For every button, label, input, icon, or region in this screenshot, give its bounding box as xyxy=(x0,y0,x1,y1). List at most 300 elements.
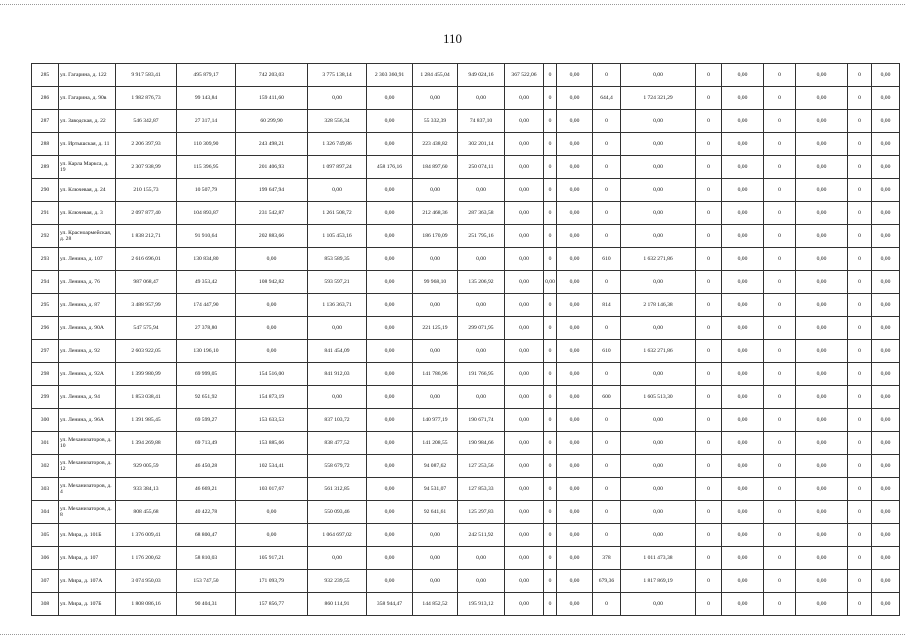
amount-cell: 0,00 xyxy=(236,294,308,317)
row-number-cell: 301 xyxy=(32,432,59,455)
amount-cell: 1 632 271,86 xyxy=(621,340,696,363)
amount-cell: 0,00 xyxy=(722,110,764,133)
amount-cell: 0,00 xyxy=(367,202,413,225)
amount-cell: 0 xyxy=(764,478,796,501)
row-number-cell: 305 xyxy=(32,524,59,547)
table-row xyxy=(32,248,900,271)
amount-cell: 153 885,66 xyxy=(236,432,308,455)
amount-cell: 0,00 xyxy=(796,202,848,225)
amount-cell: 0,00 xyxy=(722,225,764,248)
amount-cell: 1 105 453,16 xyxy=(308,225,367,248)
amount-cell: 0,00 xyxy=(413,87,458,110)
amount-cell: 1 605 513,30 xyxy=(621,386,696,409)
amount-cell: 3 488 957,99 xyxy=(116,294,177,317)
amount-cell: 0 xyxy=(764,432,796,455)
amount-cell: 0,00 xyxy=(722,156,764,179)
row-number-cell: 303 xyxy=(32,478,59,501)
amount-cell: 644,4 xyxy=(593,87,621,110)
amount-cell: 199 647,94 xyxy=(236,179,308,202)
budget-table xyxy=(31,63,900,616)
amount-cell: 561 312,85 xyxy=(308,478,367,501)
amount-cell: 0 xyxy=(764,524,796,547)
row-number-cell: 287 xyxy=(32,110,59,133)
table-row xyxy=(32,133,900,156)
amount-cell: 242 511,92 xyxy=(458,524,505,547)
amount-cell: 0,00 xyxy=(458,179,505,202)
amount-cell: 2 603 922,05 xyxy=(116,340,177,363)
amount-cell: 0 xyxy=(593,271,621,294)
row-number-cell: 285 xyxy=(32,64,59,87)
amount-cell: 0,00 xyxy=(505,501,544,524)
amount-cell: 0 xyxy=(764,386,796,409)
amount-cell: 0 xyxy=(593,524,621,547)
amount-cell: 0 xyxy=(593,363,621,386)
amount-cell: 191 766,95 xyxy=(458,363,505,386)
amount-cell: 0,00 xyxy=(505,432,544,455)
row-number-cell: 288 xyxy=(32,133,59,156)
amount-cell: 0,00 xyxy=(722,133,764,156)
amount-cell: 0 xyxy=(848,547,872,570)
amount-cell: 0,00 xyxy=(722,547,764,570)
amount-cell: 0,00 xyxy=(413,248,458,271)
amount-cell: 0,00 xyxy=(872,363,900,386)
amount-cell: 0,00 xyxy=(796,409,848,432)
amount-cell: 0,00 xyxy=(367,87,413,110)
amount-cell: 0 xyxy=(593,478,621,501)
amount-cell: 0 xyxy=(593,202,621,225)
table-row xyxy=(32,455,900,478)
amount-cell: 0,00 xyxy=(722,409,764,432)
amount-cell: 0,00 xyxy=(367,501,413,524)
amount-cell: 0,00 xyxy=(796,570,848,593)
amount-cell: 0,00 xyxy=(557,409,593,432)
amount-cell: 0,00 xyxy=(796,593,848,616)
amount-cell: 0,00 xyxy=(413,547,458,570)
amount-cell: 0,00 xyxy=(621,271,696,294)
table-row xyxy=(32,179,900,202)
amount-cell: 0 xyxy=(848,409,872,432)
amount-cell: 154 516,00 xyxy=(236,363,308,386)
amount-cell: 0,00 xyxy=(458,547,505,570)
amount-cell: 0 xyxy=(848,64,872,87)
amount-cell: 0 xyxy=(544,340,557,363)
amount-cell: 0,00 xyxy=(796,87,848,110)
table-row xyxy=(32,64,900,87)
amount-cell: 0,00 xyxy=(308,547,367,570)
amount-cell: 299 071,95 xyxy=(458,317,505,340)
amount-cell: 171 093,79 xyxy=(236,570,308,593)
amount-cell: 0,00 xyxy=(722,248,764,271)
address-cell: ул. Механизаторов, д. 12 xyxy=(59,455,116,478)
amount-cell: 0 xyxy=(696,64,722,87)
amount-cell: 46 669,21 xyxy=(177,478,236,501)
amount-cell: 933 384,13 xyxy=(116,478,177,501)
amount-cell: 0,00 xyxy=(621,455,696,478)
amount-cell: 105 917,21 xyxy=(236,547,308,570)
amount-cell: 0,00 xyxy=(872,64,900,87)
amount-cell: 287 363,58 xyxy=(458,202,505,225)
amount-cell: 0 xyxy=(848,570,872,593)
amount-cell: 159 411,60 xyxy=(236,87,308,110)
amount-cell: 141 786,96 xyxy=(413,363,458,386)
amount-cell: 0 xyxy=(593,317,621,340)
amount-cell: 2 206 397,93 xyxy=(116,133,177,156)
row-number-cell: 299 xyxy=(32,386,59,409)
amount-cell: 0,00 xyxy=(557,248,593,271)
amount-cell: 0 xyxy=(848,432,872,455)
amount-cell: 0,00 xyxy=(367,340,413,363)
amount-cell: 0 xyxy=(544,432,557,455)
amount-cell: 0 xyxy=(544,202,557,225)
amount-cell: 0,00 xyxy=(557,110,593,133)
amount-cell: 0 xyxy=(544,363,557,386)
amount-cell: 0,00 xyxy=(872,225,900,248)
amount-cell: 0,00 xyxy=(367,225,413,248)
amount-cell: 0 xyxy=(696,363,722,386)
amount-cell: 0,00 xyxy=(722,363,764,386)
amount-cell: 0,00 xyxy=(796,432,848,455)
amount-cell: 0 xyxy=(544,133,557,156)
amount-cell: 0 xyxy=(696,547,722,570)
amount-cell: 55 332,39 xyxy=(413,110,458,133)
amount-cell: 0 xyxy=(593,133,621,156)
amount-cell: 0,00 xyxy=(557,547,593,570)
amount-cell: 0 xyxy=(848,271,872,294)
amount-cell: 0,00 xyxy=(557,179,593,202)
amount-cell: 0 xyxy=(848,593,872,616)
table-row xyxy=(32,110,900,133)
address-cell: ул. Механизаторов, д. 8 xyxy=(59,501,116,524)
amount-cell: 92 651,92 xyxy=(177,386,236,409)
row-number-cell: 294 xyxy=(32,271,59,294)
amount-cell: 102 534,41 xyxy=(236,455,308,478)
amount-cell: 0,00 xyxy=(557,133,593,156)
amount-cell: 0,00 xyxy=(872,110,900,133)
address-cell: ул. Мира, д. 101Б xyxy=(59,524,116,547)
amount-cell: 458 176,16 xyxy=(367,156,413,179)
amount-cell: 0,00 xyxy=(872,294,900,317)
amount-cell: 0,00 xyxy=(621,317,696,340)
amount-cell: 0,00 xyxy=(722,271,764,294)
amount-cell: 0 xyxy=(764,593,796,616)
table-row xyxy=(32,570,900,593)
amount-cell: 99 143,84 xyxy=(177,87,236,110)
amount-cell: 0 xyxy=(764,294,796,317)
amount-cell: 153 633,53 xyxy=(236,409,308,432)
row-number-cell: 308 xyxy=(32,593,59,616)
amount-cell: 0 xyxy=(764,110,796,133)
amount-cell: 0,00 xyxy=(505,547,544,570)
amount-cell: 0,00 xyxy=(544,271,557,294)
row-number-cell: 286 xyxy=(32,87,59,110)
address-cell: ул. Заводская, д. 22 xyxy=(59,110,116,133)
amount-cell: 841 912,03 xyxy=(308,363,367,386)
amount-cell: 0,00 xyxy=(367,294,413,317)
amount-cell: 0,00 xyxy=(621,501,696,524)
amount-cell: 0,00 xyxy=(413,340,458,363)
row-number-cell: 296 xyxy=(32,317,59,340)
amount-cell: 0 xyxy=(764,133,796,156)
amount-cell: 0 xyxy=(696,156,722,179)
amount-cell: 0,00 xyxy=(557,156,593,179)
amount-cell: 546 342,87 xyxy=(116,110,177,133)
amount-cell: 0,00 xyxy=(796,271,848,294)
amount-cell: 0,00 xyxy=(308,386,367,409)
amount-cell: 1 817 869,19 xyxy=(621,570,696,593)
amount-cell: 0,00 xyxy=(872,386,900,409)
amount-cell: 808 455,68 xyxy=(116,501,177,524)
amount-cell: 0,00 xyxy=(722,455,764,478)
amount-cell: 190 671,74 xyxy=(458,409,505,432)
amount-cell: 1 097 897,24 xyxy=(308,156,367,179)
amount-cell: 0 xyxy=(544,455,557,478)
row-number-cell: 293 xyxy=(32,248,59,271)
amount-cell: 0 xyxy=(593,455,621,478)
amount-cell: 0,00 xyxy=(505,110,544,133)
address-cell: ул. Ленина, д. 76 xyxy=(59,271,116,294)
address-cell: ул. Иртышская, д. 11 xyxy=(59,133,116,156)
row-number-cell: 291 xyxy=(32,202,59,225)
amount-cell: 0 xyxy=(696,294,722,317)
table-row xyxy=(32,478,900,501)
amount-cell: 58 810,03 xyxy=(177,547,236,570)
amount-cell: 0,00 xyxy=(505,202,544,225)
amount-cell: 0,00 xyxy=(413,294,458,317)
amount-cell: 0 xyxy=(848,363,872,386)
amount-cell: 0 xyxy=(764,455,796,478)
amount-cell: 243 498,21 xyxy=(236,133,308,156)
amount-cell: 0 xyxy=(544,225,557,248)
amount-cell: 0 xyxy=(848,317,872,340)
amount-cell: 0 xyxy=(764,409,796,432)
amount-cell: 0,00 xyxy=(796,547,848,570)
amount-cell: 0,00 xyxy=(722,386,764,409)
amount-cell: 99 968,10 xyxy=(413,271,458,294)
table-row xyxy=(32,87,900,110)
amount-cell: 0 xyxy=(593,64,621,87)
amount-cell: 0,00 xyxy=(722,294,764,317)
amount-cell: 0,00 xyxy=(796,156,848,179)
amount-cell: 94 531,07 xyxy=(413,478,458,501)
amount-cell: 495 879,17 xyxy=(177,64,236,87)
amount-cell: 0,00 xyxy=(308,179,367,202)
row-number-cell: 297 xyxy=(32,340,59,363)
amount-cell: 0,00 xyxy=(505,409,544,432)
amount-cell: 0 xyxy=(764,271,796,294)
amount-cell: 814 xyxy=(593,294,621,317)
amount-cell: 0 xyxy=(848,501,872,524)
amount-cell: 0 xyxy=(696,133,722,156)
address-cell: ул. Ключевая, д. 3 xyxy=(59,202,116,225)
amount-cell: 0,00 xyxy=(557,478,593,501)
amount-cell: 1 176 200,62 xyxy=(116,547,177,570)
amount-cell: 140 977,19 xyxy=(413,409,458,432)
amount-cell: 987 068,47 xyxy=(116,271,177,294)
row-number-cell: 298 xyxy=(32,363,59,386)
amount-cell: 932 239,55 xyxy=(308,570,367,593)
amount-cell: 1 064 697,02 xyxy=(308,524,367,547)
amount-cell: 0 xyxy=(696,317,722,340)
amount-cell: 223 438,82 xyxy=(413,133,458,156)
amount-cell: 0,00 xyxy=(722,478,764,501)
amount-cell: 40 422,78 xyxy=(177,501,236,524)
amount-cell: 0,00 xyxy=(413,524,458,547)
amount-cell: 104 893,87 xyxy=(177,202,236,225)
amount-cell: 1 136 363,71 xyxy=(308,294,367,317)
amount-cell: 0,00 xyxy=(621,225,696,248)
amount-cell: 0,00 xyxy=(505,294,544,317)
amount-cell: 0 xyxy=(544,524,557,547)
amount-cell: 0 xyxy=(764,570,796,593)
amount-cell: 0 xyxy=(544,156,557,179)
amount-cell: 1 632 271,86 xyxy=(621,248,696,271)
amount-cell: 0,00 xyxy=(796,363,848,386)
amount-cell: 49 353,42 xyxy=(177,271,236,294)
row-number-cell: 292 xyxy=(32,225,59,248)
amount-cell: 0,00 xyxy=(722,593,764,616)
amount-cell: 838 477,52 xyxy=(308,432,367,455)
address-cell: ул. Ленина, д. 96А xyxy=(59,409,116,432)
table-row xyxy=(32,156,900,179)
amount-cell: 0,00 xyxy=(557,455,593,478)
amount-cell: 0,00 xyxy=(796,317,848,340)
amount-cell: 0,00 xyxy=(367,179,413,202)
amount-cell: 130 834,80 xyxy=(177,248,236,271)
table-row xyxy=(32,271,900,294)
amount-cell: 0,00 xyxy=(557,294,593,317)
address-cell: ул. Ленина, д. 92 xyxy=(59,340,116,363)
amount-cell: 0,00 xyxy=(872,87,900,110)
amount-cell: 0,00 xyxy=(505,225,544,248)
amount-cell: 0 xyxy=(544,179,557,202)
amount-cell: 3 074 950,03 xyxy=(116,570,177,593)
amount-cell: 0,00 xyxy=(557,432,593,455)
amount-cell: 202 883,66 xyxy=(236,225,308,248)
amount-cell: 157 856,77 xyxy=(236,593,308,616)
amount-cell: 153 747,50 xyxy=(177,570,236,593)
amount-cell: 547 575,94 xyxy=(116,317,177,340)
amount-cell: 0,00 xyxy=(557,225,593,248)
amount-cell: 0,00 xyxy=(872,547,900,570)
amount-cell: 0,00 xyxy=(413,570,458,593)
amount-cell: 127 253,56 xyxy=(458,455,505,478)
page-number: 110 xyxy=(442,31,463,46)
amount-cell: 0,00 xyxy=(557,202,593,225)
amount-cell: 0 xyxy=(764,179,796,202)
amount-cell: 0,00 xyxy=(621,64,696,87)
address-cell: ул. Механизаторов, д. 4 xyxy=(59,478,116,501)
address-cell: ул. Ленина, д. 107 xyxy=(59,248,116,271)
amount-cell: 0 xyxy=(848,225,872,248)
amount-cell: 0 xyxy=(764,87,796,110)
amount-cell: 367 522,06 xyxy=(505,64,544,87)
amount-cell: 1 838 212,71 xyxy=(116,225,177,248)
amount-cell: 1 376 009,41 xyxy=(116,524,177,547)
amount-cell: 0,00 xyxy=(796,386,848,409)
amount-cell: 0,00 xyxy=(367,386,413,409)
amount-cell: 0,00 xyxy=(557,64,593,87)
amount-cell: 0,00 xyxy=(557,340,593,363)
table-row xyxy=(32,202,900,225)
amount-cell: 0,00 xyxy=(872,271,900,294)
amount-cell: 0,00 xyxy=(722,524,764,547)
amount-cell: 0,00 xyxy=(872,156,900,179)
table-row xyxy=(32,386,900,409)
amount-cell: 929 005,59 xyxy=(116,455,177,478)
amount-cell: 27 378,80 xyxy=(177,317,236,340)
amount-cell: 0,00 xyxy=(796,340,848,363)
amount-cell: 1 011 473,38 xyxy=(621,547,696,570)
amount-cell: 0,00 xyxy=(557,593,593,616)
amount-cell: 0,00 xyxy=(236,501,308,524)
amount-cell: 0 xyxy=(764,156,796,179)
amount-cell: 195 913,12 xyxy=(458,593,505,616)
address-cell: ул. Ленина, д. 92А xyxy=(59,363,116,386)
address-cell: ул. Мира, д. 107А xyxy=(59,570,116,593)
amount-cell: 0 xyxy=(848,455,872,478)
table-row xyxy=(32,317,900,340)
amount-cell: 0 xyxy=(593,156,621,179)
amount-cell: 1 808 086,16 xyxy=(116,593,177,616)
amount-cell: 0,00 xyxy=(367,133,413,156)
amount-cell: 184 897,60 xyxy=(413,156,458,179)
amount-cell: 0,00 xyxy=(505,133,544,156)
amount-cell: 186 170,09 xyxy=(413,225,458,248)
amount-cell: 0 xyxy=(593,179,621,202)
amount-cell: 0 xyxy=(544,409,557,432)
amount-cell: 46 450,28 xyxy=(177,455,236,478)
amount-cell: 69 599,27 xyxy=(177,409,236,432)
address-cell: ул. Красноармейская, д. 28 xyxy=(59,225,116,248)
amount-cell: 108 942,82 xyxy=(236,271,308,294)
amount-cell: 328 556,34 xyxy=(308,110,367,133)
amount-cell: 0,00 xyxy=(505,524,544,547)
address-cell: ул. Механизаторов, д. 10 xyxy=(59,432,116,455)
amount-cell: 0,00 xyxy=(367,271,413,294)
amount-cell: 0,00 xyxy=(621,432,696,455)
amount-cell: 0 xyxy=(696,432,722,455)
amount-cell: 0 xyxy=(544,317,557,340)
amount-cell: 0 xyxy=(544,570,557,593)
address-cell: ул. Ключевая, д. 24 xyxy=(59,179,116,202)
amount-cell: 0,00 xyxy=(722,340,764,363)
table-row xyxy=(32,363,900,386)
amount-cell: 0,00 xyxy=(505,478,544,501)
amount-cell: 0 xyxy=(764,501,796,524)
amount-cell: 0,00 xyxy=(367,409,413,432)
amount-cell: 130 196,10 xyxy=(177,340,236,363)
address-cell: ул. Гагарина, д. 90в xyxy=(59,87,116,110)
amount-cell: 0 xyxy=(848,248,872,271)
amount-cell: 0 xyxy=(764,340,796,363)
amount-cell: 0,00 xyxy=(367,317,413,340)
amount-cell: 0 xyxy=(544,87,557,110)
amount-cell: 0 xyxy=(593,225,621,248)
address-cell: ул. Ленина, д. 87 xyxy=(59,294,116,317)
amount-cell: 0 xyxy=(848,524,872,547)
address-cell: ул. Карла Маркса, д. 19 xyxy=(59,156,116,179)
table-row xyxy=(32,340,900,363)
amount-cell: 212 468,36 xyxy=(413,202,458,225)
amount-cell: 0 xyxy=(696,478,722,501)
amount-cell: 0,00 xyxy=(557,570,593,593)
amount-cell: 0 xyxy=(696,570,722,593)
amount-cell: 0 xyxy=(764,363,796,386)
amount-cell: 0,00 xyxy=(505,455,544,478)
amount-cell: 0,00 xyxy=(722,202,764,225)
amount-cell: 125 297,83 xyxy=(458,501,505,524)
amount-cell: 0,00 xyxy=(872,202,900,225)
